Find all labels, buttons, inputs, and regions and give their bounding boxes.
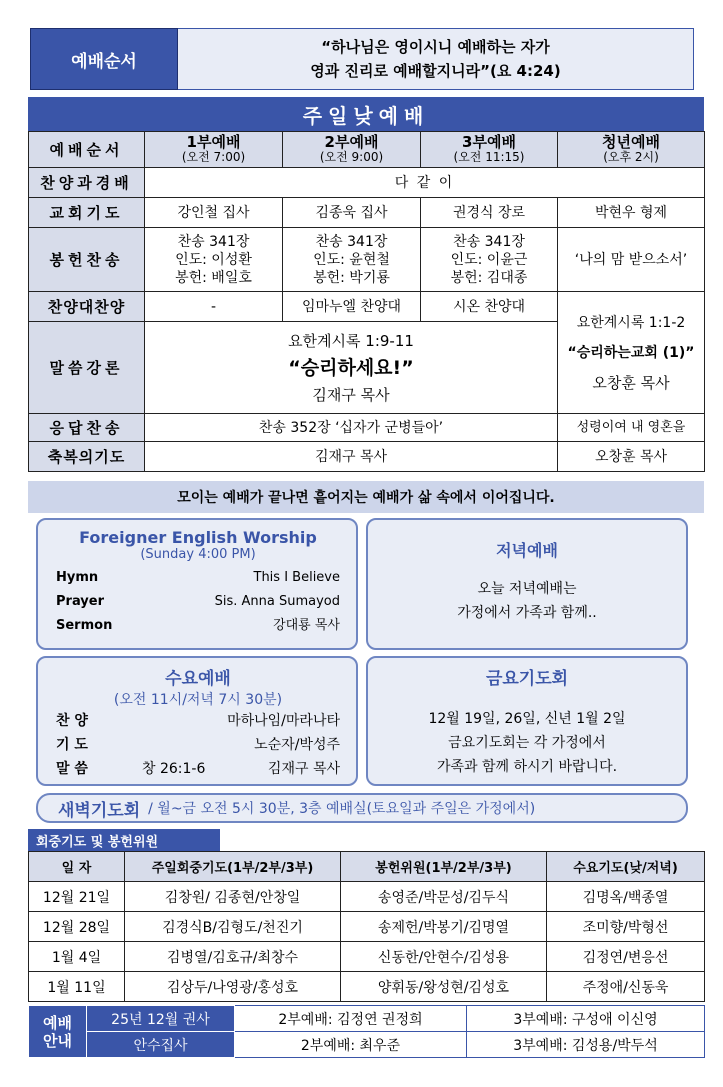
guide-row2-key: 안수집사 xyxy=(87,1032,235,1058)
praise-value: 다 같 이 xyxy=(145,168,705,198)
praise-label: 찬양과경배 xyxy=(29,168,145,198)
evening-title: 저녁예배 xyxy=(496,541,558,560)
prayer-table xyxy=(28,851,705,1002)
prayer-label: 교회기도 xyxy=(29,198,145,228)
dawn-prayer-bar xyxy=(36,793,688,823)
english-title: Foreigner English Worship xyxy=(79,528,317,547)
sunday-order-table xyxy=(28,131,705,472)
friday-line-3: 가족과 함께 하시기 바랍니다. xyxy=(436,759,618,775)
english-hymn: Hymn This I Believe xyxy=(56,570,340,585)
header-verse xyxy=(178,28,694,90)
service-3-header: 3부예배 (오전 11:15) xyxy=(421,132,558,168)
prayer-3: 권경식 장로 xyxy=(421,198,558,228)
wednesday-sermon: 말 씀 창 26:1-6 김재구 목사 xyxy=(56,761,340,777)
table-row: 1월 11일 김상두/나영광/홍성호 양휘동/왕성현/김성호 주정애/신동욱 xyxy=(29,972,705,1002)
guide-row2-v1: 2부예배: 최우준 xyxy=(235,1032,467,1058)
choir-1: - xyxy=(145,292,283,322)
offering-youth: ‘나의 맘 받으소서’ xyxy=(558,228,705,292)
offering-label: 봉헌찬송 xyxy=(29,228,145,292)
english-worship-box xyxy=(36,518,358,650)
guide-label: 예배 안내 xyxy=(29,1006,87,1058)
service-1-header: 1부예배 (오전 7:00) xyxy=(145,132,283,168)
bless: 김재구 목사 xyxy=(145,442,558,472)
guide-row1-v2: 3부예배: 구성애 이신영 xyxy=(467,1006,705,1032)
guide-row2-v2: 3부예배: 김성용/박두석 xyxy=(467,1032,705,1058)
english-sermon: Sermon 강대룡 목사 xyxy=(56,618,340,633)
english-time: (Sunday 4:00 PM) xyxy=(140,547,256,562)
evening-line-1: 오늘 저녁예배는 xyxy=(477,581,577,597)
prayer-header-wednesday: 수요기도(낮/저녁) xyxy=(547,852,705,882)
wednesday-time: (오전 11시/저녁 7시 30분) xyxy=(113,692,283,708)
evening-worship-box xyxy=(366,518,688,650)
sermon: 요한계시록 1:9-11 “승리하세요!” 김재구 목사 xyxy=(145,322,558,414)
response-label: 응답찬송 xyxy=(29,414,145,442)
prayer-table-title: 회중기도 및 봉헌위원 xyxy=(28,829,220,851)
choir-3: 시온 찬양대 xyxy=(421,292,558,322)
offering-2: 찬송 341장 인도: 윤현철 봉헌: 박기룡 xyxy=(283,228,421,292)
prayer-youth: 박현우 형제 xyxy=(558,198,705,228)
prayer-1: 강인철 집사 xyxy=(145,198,283,228)
table-row: 12월 21일 김창원/ 김종현/안창일 송영준/박문성/김두식 김명옥/백종열 xyxy=(29,882,705,912)
service-2-header: 2부예배 (오전 9:00) xyxy=(283,132,421,168)
friday-prayer-box xyxy=(366,656,688,786)
choir-2: 임마누엘 찬양대 xyxy=(283,292,421,322)
guide-row1-v1: 2부예배: 김정연 권정희 xyxy=(235,1006,467,1032)
youth-sermon: 요한계시록 1:1-2 “승리하는교회 (1)” 오창훈 목사 xyxy=(558,292,705,414)
friday-line-2: 금요기도회는 각 가정에서 xyxy=(448,735,606,751)
bless-label: 축복의기도 xyxy=(29,442,145,472)
dawn-text: / 월~금 오전 5시 30분, 3층 예배실(토요일과 주일은 가정에서) xyxy=(148,801,536,817)
offering-1: 찬송 341장 인도: 이성환 봉헌: 배일호 xyxy=(145,228,283,292)
prayer-2: 김종욱 집사 xyxy=(283,198,421,228)
usher-guide-table xyxy=(28,1005,705,1058)
english-prayer: Prayer Sis. Anna Sumayod xyxy=(56,594,340,609)
dawn-title: 새벽기도회 xyxy=(58,800,141,821)
wednesday-worship-box xyxy=(36,656,358,786)
table-row: 1월 4일 김병열/김호규/최창수 신동한/안현수/김성용 김정연/변응선 xyxy=(29,942,705,972)
sunday-title: 주일낮예배 xyxy=(28,97,704,131)
offering-3: 찬송 341장 인도: 이윤근 봉헌: 김대종 xyxy=(421,228,558,292)
bless-youth: 오창훈 목사 xyxy=(558,442,705,472)
friday-title: 금요기도회 xyxy=(485,669,569,689)
friday-line-1: 12월 19일, 26일, 신년 1월 2일 xyxy=(428,711,626,727)
evening-line-2: 가정에서 가족과 함께.. xyxy=(457,605,597,621)
wednesday-title: 수요예배 xyxy=(165,669,231,689)
prayer-header-sunday: 주일회중기도(1부/2부/3부) xyxy=(125,852,341,882)
order-label: 예배순서 xyxy=(30,28,178,90)
wednesday-praise: 찬 양 마하나임/마라나타 xyxy=(56,713,340,729)
notice-bar: 모이는 예배가 끝나면 흩어지는 예배가 삶 속에서 이어집니다. xyxy=(28,481,704,513)
response-youth: 성령이여 내 영혼을 xyxy=(558,414,705,442)
choir-label: 찬양대찬양 xyxy=(29,292,145,322)
wednesday-prayer: 기 도 노순자/박성주 xyxy=(56,737,340,753)
prayer-header-offering: 봉헌위원(1부/2부/3부) xyxy=(341,852,547,882)
guide-row1-key: 25년 12월 권사 xyxy=(87,1006,235,1032)
youth-service-header: 청년예배 (오후 2시) xyxy=(558,132,705,168)
prayer-header-date: 일 자 xyxy=(29,852,125,882)
response-hymn: 찬송 352장 ‘십자가 군병들아’ xyxy=(145,414,558,442)
verse-line-2: 영과 진리로 예배할지니라”(요 4:24) xyxy=(310,62,561,80)
verse-line-1: “하나님은 영이시니 예배하는 자가 xyxy=(321,38,550,56)
col-label: 예배순서 xyxy=(29,132,145,168)
table-row: 12월 28일 김경식B/김형도/천진기 송제헌/박봉기/김명열 조미향/박형선 xyxy=(29,912,705,942)
sermon-label: 말씀강론 xyxy=(29,322,145,414)
